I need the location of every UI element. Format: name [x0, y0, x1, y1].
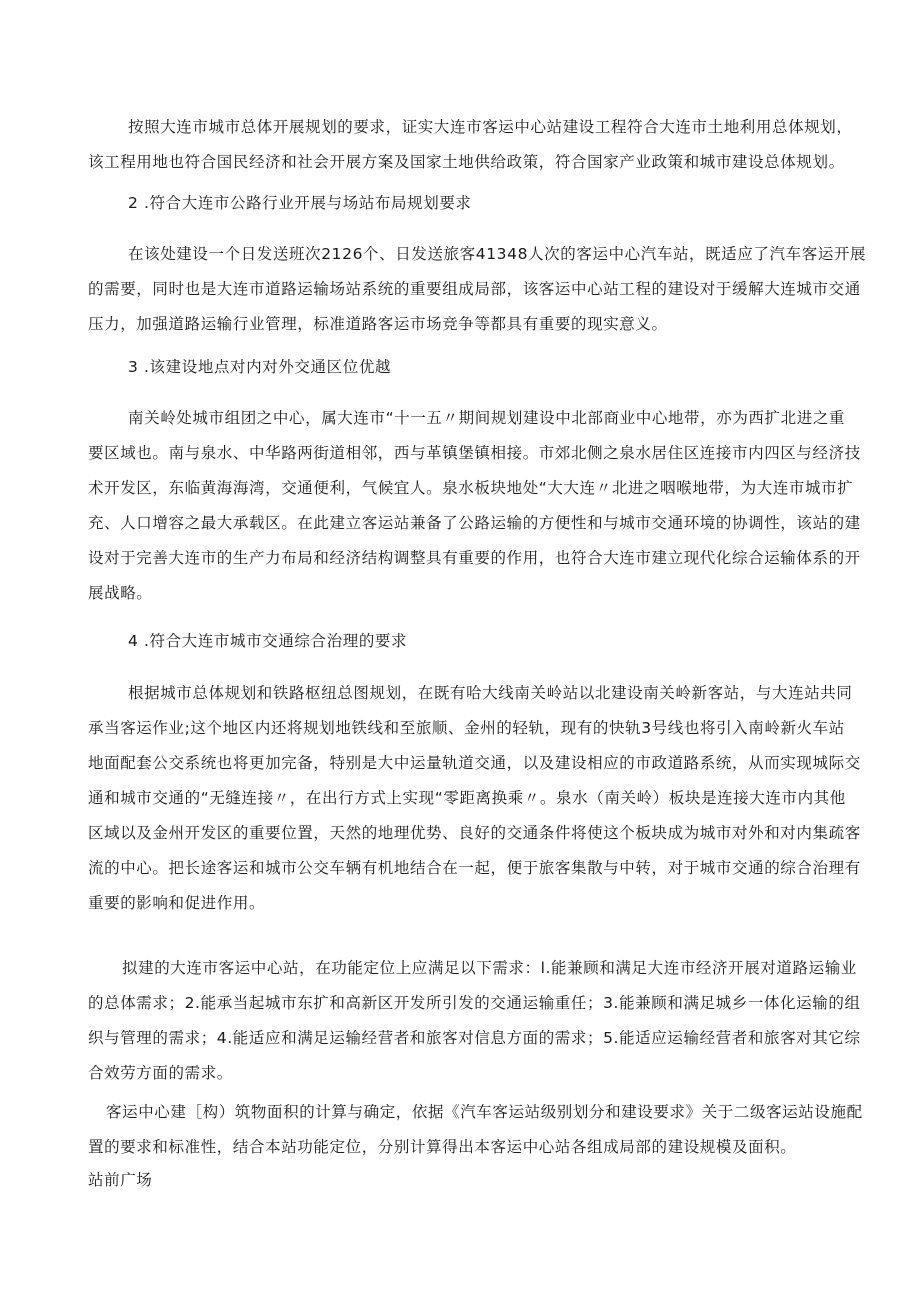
text-line: 的总体需求；2.能承当起城市东扩和高新区开发所引发的交通运输重任；3.能兼顾和满足城乡一体化运输的组 — [88, 994, 861, 1012]
text-line: 术开发区，东临黄海海湾，交通便利，气候宜人。泉水板块地处“大大连〃北进之咽喉地带，为大连市城市扩 — [88, 479, 854, 497]
text-line: 压力，加强道路运输行业管理，标准道路客运市场竞争等都具有重要的现实意义。 — [88, 315, 668, 333]
section-heading-4: 4 .符合大连市城市交通综合治理的要求 — [128, 632, 408, 650]
paragraph-location — [88, 401, 861, 611]
text-line: 合效劳方面的需求。 — [88, 1064, 233, 1082]
text-line: 重要的影响和促进作用。 — [88, 894, 266, 912]
text-line: 该工程用地也符合国民经济和社会开展方案及国家土地供给政策，符合国家产业政策和城市建设总体规划。 — [88, 153, 845, 171]
paragraph-highway-planning — [88, 237, 867, 342]
text-line: 流的中心。把长途客运和城市公交车辆有机地结合在一起，便于旅客集散与中转，对于城市交通的综合治理有 — [88, 859, 861, 877]
text-line: 根据城市总体规划和铁路枢纽总图规划，在既有哈大线南关岭站以北建设南关岭新客站，与大连站共同 — [128, 684, 853, 702]
text-line: 按照大连市城市总体开展规划的要求，证实大连市客运中心站建设工程符合大连市土地利用总体规划， — [128, 118, 853, 136]
text-line: 拟建的大连市客运中心站，在功能定位上应满足以下需求：l.能兼顾和满足大连市经济开展对道路运输业 — [122, 959, 857, 977]
text-line: 要区域也。南与泉水、中华路两街道相邻，西与革镇堡镇相接。市郊北侧之泉水居住区连接市内四区与经济技 — [88, 444, 861, 462]
text-line: 展战略。 — [88, 584, 153, 602]
section-heading-station-plaza: 站前广场 — [88, 1171, 153, 1189]
text-line: 地面配套公交系统也将更加完备，特别是大中运量轨道交通，以及建设相应的市政道路系统，从而实现城际交 — [88, 754, 861, 772]
paragraph-function-requirements — [88, 951, 861, 1091]
text-line: 承当客运作业;这个地区内还将规划地铁线和至旅顺、金州的轻轨，现有的快轨3号线也将引入南岭新火车站 — [88, 719, 845, 737]
text-line: 设对于完善大连市的生产力布局和经济结构调整具有重要的作用，也符合大连市建立现代化综合运输体系的开 — [88, 549, 861, 567]
text-line: 客运中心建［构）筑物面积的计算与确定，依据《汽车客运站级别划分和建设要求》关于二级客运站设施配 — [106, 1103, 863, 1121]
paragraph-building-area — [88, 1095, 863, 1165]
text-line: 区域以及金州开发区的重要位置，天然的地理优势、良好的交通条件将使这个板块成为城市对外和对内集疏客 — [88, 824, 861, 842]
section-heading-2: 2 .符合大连市公路行业开展与场站布局规划要求 — [128, 194, 472, 212]
text-line: 充、人口增容之最大承载区。在此建立客运站兼备了公路运输的方便性和与城市交通环境的协调性，该站的建 — [88, 514, 861, 532]
text-line: 置的要求和标准性，结合本站功能定位，分别计算得出本客运中心站各组成局部的建设规模及面积。 — [88, 1138, 797, 1156]
paragraph-traffic-governance — [88, 676, 861, 921]
section-heading-3: 3 .该建设地点对内对外交通区位优越 — [128, 358, 392, 376]
text-line: 南关岭处城市组团之中心，属大连市“十一五〃期间规划建设中北部商业中心地带，亦为西扩北进之重 — [128, 409, 846, 427]
text-line: 织与管理的需求；4.能适应和满足运输经营者和旅客对信息方面的需求；5.能适应运输经营者和旅客对其它综 — [88, 1029, 861, 1047]
text-line: 通和城市交通的“无缝连接〃，在出行方式上实现“零距离换乘〃。泉水（南关岭）板块是连接大连市内其他 — [88, 789, 846, 807]
paragraph-land-use — [88, 110, 853, 180]
text-line: 在该处建设一个日发送班次2126个、日发送旅客41348人次的客运中心汽车站，既适应了汽车客运开展 — [128, 245, 867, 263]
text-line: 的需要，同时也是大连市道路运输场站系统的重要组成局部，该客运中心站工程的建设对于缓解大连城市交通 — [88, 280, 861, 298]
